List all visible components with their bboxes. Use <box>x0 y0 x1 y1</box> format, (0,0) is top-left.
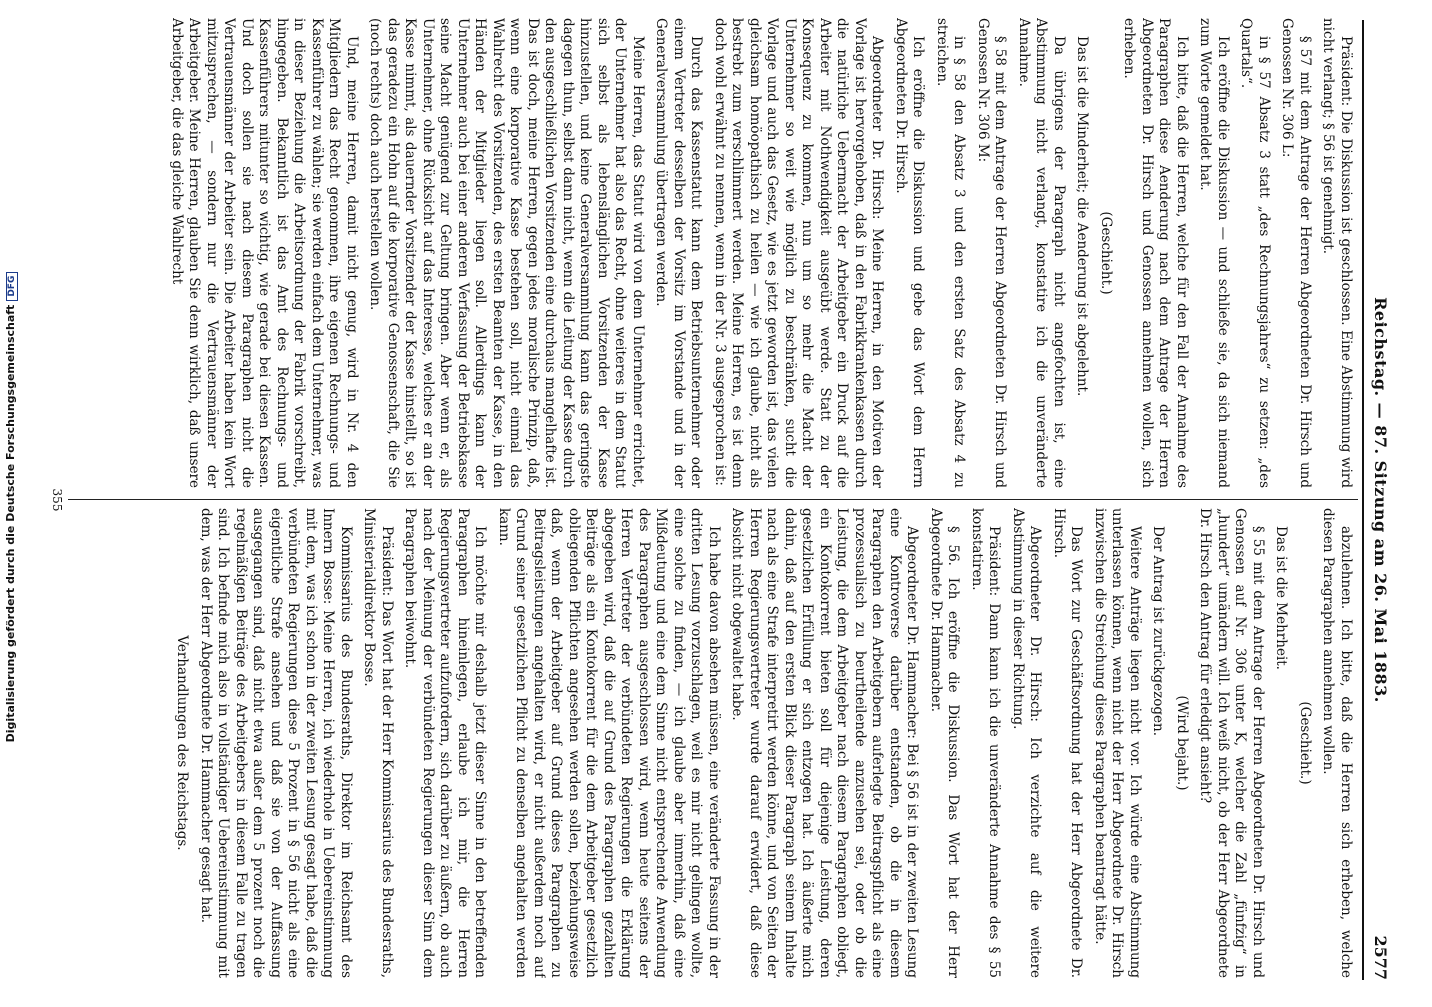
paragraph: in § 57 Absatz 3 statt „des Rechnungsjahres“ zu setzen: „des Quartals“. <box>1238 18 1272 488</box>
paragraph: abzulehnen. Ich bitte, daß die Herren sich erheben, welche diesen Paragraphen annehmen wollen. <box>1320 508 1354 978</box>
paragraph: Das ist die Mehrheit. <box>1273 526 1290 670</box>
paragraph: Abgeordneter Dr. Hirsch: Meine Herren, in den Motiven der Vorlage ist hervorgehoben, daß in den Fabrikkrankenkassen durch die natürliche Uebermacht der Arbeitgeber ein Druck auf die Arbeiter mit Nothwendigkeit ausgeübt werde. Statt zu der Konsequenz zu kommen, nun um so mehr die Macht der Unternehmer so weit wie möglich zu beschränken, sucht die Vorlage und auch das Gesetz, wie es jetzt geworden ist, das vielen gleichsam homöopathisch zu heilen — wie ich glaube, nicht als bestrebt zum verschlimmert werden. Meine Herren, es ist denn doch wohl erwähnt zu nennen, wenn in der Nr. 3 ausgesprochen ist: <box>712 18 886 488</box>
volume-note: Verhandlungen des Reichstags. <box>174 635 191 851</box>
page-number: 2577 <box>1371 935 1390 980</box>
paragraph: Ich bitte, daß die Herren, welche für den Fall der Annahme des Paragraphen diese Aenderung nach dem Antrage der Herren Abgeordneten Dr. Hirsch und Genossen annehmen wollen, sich erheben. <box>1121 18 1190 488</box>
rotated-page-content <box>30 0 1410 1000</box>
signature-mark: 355 <box>50 488 64 512</box>
paragraph: Da übrigens der Paragraph nicht angefochten ist, eine Abstimmung nicht verlangt, konstatire ich die unveränderte Annahme. <box>1016 18 1067 488</box>
paragraph: Das Wort zur Geschäftsordnung hat der Herr Abgeordnete Dr. Hirsch. <box>1051 508 1085 978</box>
dfg-logo: DFG <box>6 272 18 301</box>
paragraph: Und, meine Herren, damit nicht genug, wird in Nr. 4 den Mitgliedern das Recht genommen, ihre eigenen Rechnungs- und Kassenführer zu wählen; sie werden einfach dem Unternehmer, was in dieser Beziehung die Arbeitsordnung der Fabrik vorschreibt, hingegeben. Bekanntlich ist das Amt des Rechnungs- und Kassenführers mitunter so wichtig, wie gerade bei diesen Kassen. Und doch sollen sie nach diesem Paragraphen nicht die Vertrauensmänner der Arbeiter sein. Die Arbeiter haben kein Wort mitzusprechen, — sondern nur die Vertrauensmänner der Arbeitgeber. Meine Herren, glauben Sie denn wirklich, daß unsere Arbeitgeber, die das gleiche Wahlrecht <box>169 18 360 488</box>
paragraph: § 57 mit dem Antrage der Herren Abgeordneten Dr. Hirsch und Genossen Nr. 306 L: <box>1279 18 1313 488</box>
paragraph: Präsident: Dann kann ich die unveränderte Annahme des § 55 konstatiren. <box>969 508 1003 978</box>
paragraph: Kommissarius des Bundesraths, Direktor im Reichsamt des Innern Bosse: Meine Herren, ich wiederhole in Uebereinstimmung mit dem, was ich schon in der zweiten Lesung gesagt habe, daß die verbündeten Regierungen diese 5 Prozent in § 56 nicht als eine eigentliche Strafe ansehen und daß sie von der Auffassung ausgegangen sind, daß nicht etwa außer dem 5 prozent noch die regelmäßigen Beiträge des Arbeitgebers in diesem Falle zu tragen sind. Ich befinde mich also in vollständiger Uebereinstimmung mit dem, was der Herr Abgeordnete Dr. Hammacher gesagt hat. <box>198 508 354 978</box>
paragraph: § 56. Ich eröffne die Diskussion. Das Wort hat der Herr Abgeordnete Dr. Hammacher. <box>928 508 962 978</box>
paragraph: Der Antrag ist zurückgezogen. <box>1150 526 1167 737</box>
paragraph: Präsident: Die Diskussion ist geschlossen. Eine Abstimmung wird nicht verlangt; § 56 ist genehmigt. <box>1320 18 1354 488</box>
column-right <box>74 508 1354 978</box>
paragraph: Meine Herren, das Statut wird von dem Unternehmer errichtet, der Unternehmer hat also das Recht, ohne weiteres in dem Statut sich selbst als lebenslänglichen Vorsitzenden der Kasse hinzustellen, und keine Generalversammlung kann das geringste dagegen thun, selbst dann nicht, wenn die Leitung der Kasse durch den ausgeschließlichen Vorsitzenden eine durchaus mangelhafte ist. Das ist doch, meine Herren, gegen jedes moralische Prinzip, daß, wenn eine korporative Kasse bestehen soll, nicht einmal das Wahlrecht des Vorsitzenden, des ersten Beamten der Kasse, in den Händen der Mitglieder liegen soll. Allerdings kann der Unternehmer auch bei einer anderen Verfassung der Betriebskasse seine Macht genügend zur Geltung bringen. Aber wenn er, als Unternehmer, ohne Rücksicht auf das Interesse, welches er an der Kasse nimmt, als dauernder Vorsitzender der Kasse hinstellt, so ist das geradezu ein Hohn auf die korporative Genossenschaft, die Sie (noch rechts) doch auch herstellen wollen. <box>367 18 646 488</box>
paragraph: § 55 mit dem Antrage der Herren Abgeordneten Dr. Hirsch und Genossen auf Nr. 306 unter K, welcher die Zahl „fünfzig“ in „hundert“ umändern will. Ich weiß nicht, ob der Herr Abgeordnete Dr. Hirsch den Antrag für erledigt ansieht? <box>1197 508 1266 978</box>
paragraph: Ich eröffne die Diskussion und gebe das Wort dem Herrn Abgeordneten Dr. Hirsch. <box>893 18 927 488</box>
quoted-paragraph: Durch das Kassenstatut kann dem Betriebsunternehmer oder einem Vertreter desselben der Vorsitz im Vorstande und in der Generalversammlung übertragen werden. <box>653 18 705 488</box>
page-header <box>1362 20 1392 980</box>
stage-direction: (Geschieht.) <box>1297 701 1313 785</box>
paragraph: Das ist die Minderheit; die Aenderung ist abgelehnt. <box>1074 36 1091 397</box>
column-left <box>74 18 1354 488</box>
credit-label: Digitalisierung gefördert durch die Deutsche Forschungsgemeinschaft <box>4 304 17 743</box>
dfg-credit <box>0 0 22 1000</box>
paragraph: Ich habe davon absehen müssen, eine veränderte Fassung in der dritten Lesung vorzuschlagen, weil es mir nicht gelingen wollte, eine solche zu finden, — ich glaube aber immerhin, daß eine Mißdeutung und eine dem Sinne nicht entsprechende Anwendung des Paragraphen ausgeschlossen wird, wenn heute seitens der Herren Vertreter der verbündeten Regierungen die Erklärung abgegeben wird, daß die auf Grund des Paragraphen gezahlten Beiträge als ein Kontokorrent für die dem Arbeitgeber gesetzlich obliegenden Pflichten angesehen werden sollen, beziehungsweise daß, wenn der Arbeitgeber auf Grund dieses Paragraphen zu Beitragsleistungen angehalten wird, er nicht außerdem noch auf Grund seiner gesetzlichen Pflicht zu denselben angehalten werden kann. <box>496 508 722 978</box>
paragraph: § 58 mit dem Antrage der Herren Abgeordneten Dr. Hirsch und Genossen Nr. 306 M: <box>975 18 1009 488</box>
paragraph: Abgeordneter Dr. Hirsch: Ich verzichte auf die weitere Abstimmung in dieser Richtung. <box>1010 508 1044 978</box>
credit-text <box>4 7 18 1007</box>
stage-direction: (Geschieht.) <box>1098 211 1114 295</box>
stage-direction: (Wird bejaht.) <box>1174 695 1190 791</box>
column-divider <box>68 499 1358 500</box>
paragraph: in § 58 den Absatz 3 und den ersten Satz des Absatz 4 zu streichen. <box>934 18 968 488</box>
running-head: Reichstag. — 87. Sitzung am 26. Mai 1883. <box>1371 297 1390 703</box>
paragraph: Präsident: Das Wort hat der Herr Kommissarius des Bundesraths, Ministerialdirektor Bosse. <box>361 508 395 978</box>
paragraph: Abgeordneter Dr. Hammacher: Bei § 56 ist in der zweiten Lesung eine Kontroverse darüber entstanden, ob die in diesem Paragraphen den Arbeitgebern auferlegte Beitragspflicht als eine prozessualisch zu beurtheilende anzusehen sei, oder ob die Leistung, die dem Arbeitgeber nach diesem Paragraphen obliegt, ein Kontokorrent bieten soll für diejenige Leistung, deren gesetzlichen Erfüllung er sich entzogen hat. Ich äußerte mich dahin, daß auf den ersten Blick dieser Paragraph seinem Inhalte nach als eine Strafe interpretirt werden könne, und von Seiten der Herren Regierungsvertreter wurde darauf erwidert, daß diese Absicht nicht obgewaltet habe. <box>729 508 921 978</box>
paragraph: Weitere Anträge liegen nicht vor. Ich würde eine Abstimmung unterlassen können, wenn nicht der Herr Abgeordnete Dr. Hirsch inzwischen die Streichung dieses Paragraphen beantragt hätte. <box>1092 508 1143 978</box>
paragraph: Ich eröffne die Diskussion — und schließe sie, da sich niemand zum Worte gemeldet hat. <box>1197 18 1231 488</box>
paragraph: Ich möchte mir deshalb jetzt dieser Sinne in den betreffenden Paragraphen hineinlegen, erlaube ich mir, die Herren Regierungsvertreter aufzufordern, sich darüber zu äußern, ob auch nach der Meinung der verbündeten Regierungen dieser Sinn dem Paragraphen beiwohnt. <box>402 508 489 978</box>
